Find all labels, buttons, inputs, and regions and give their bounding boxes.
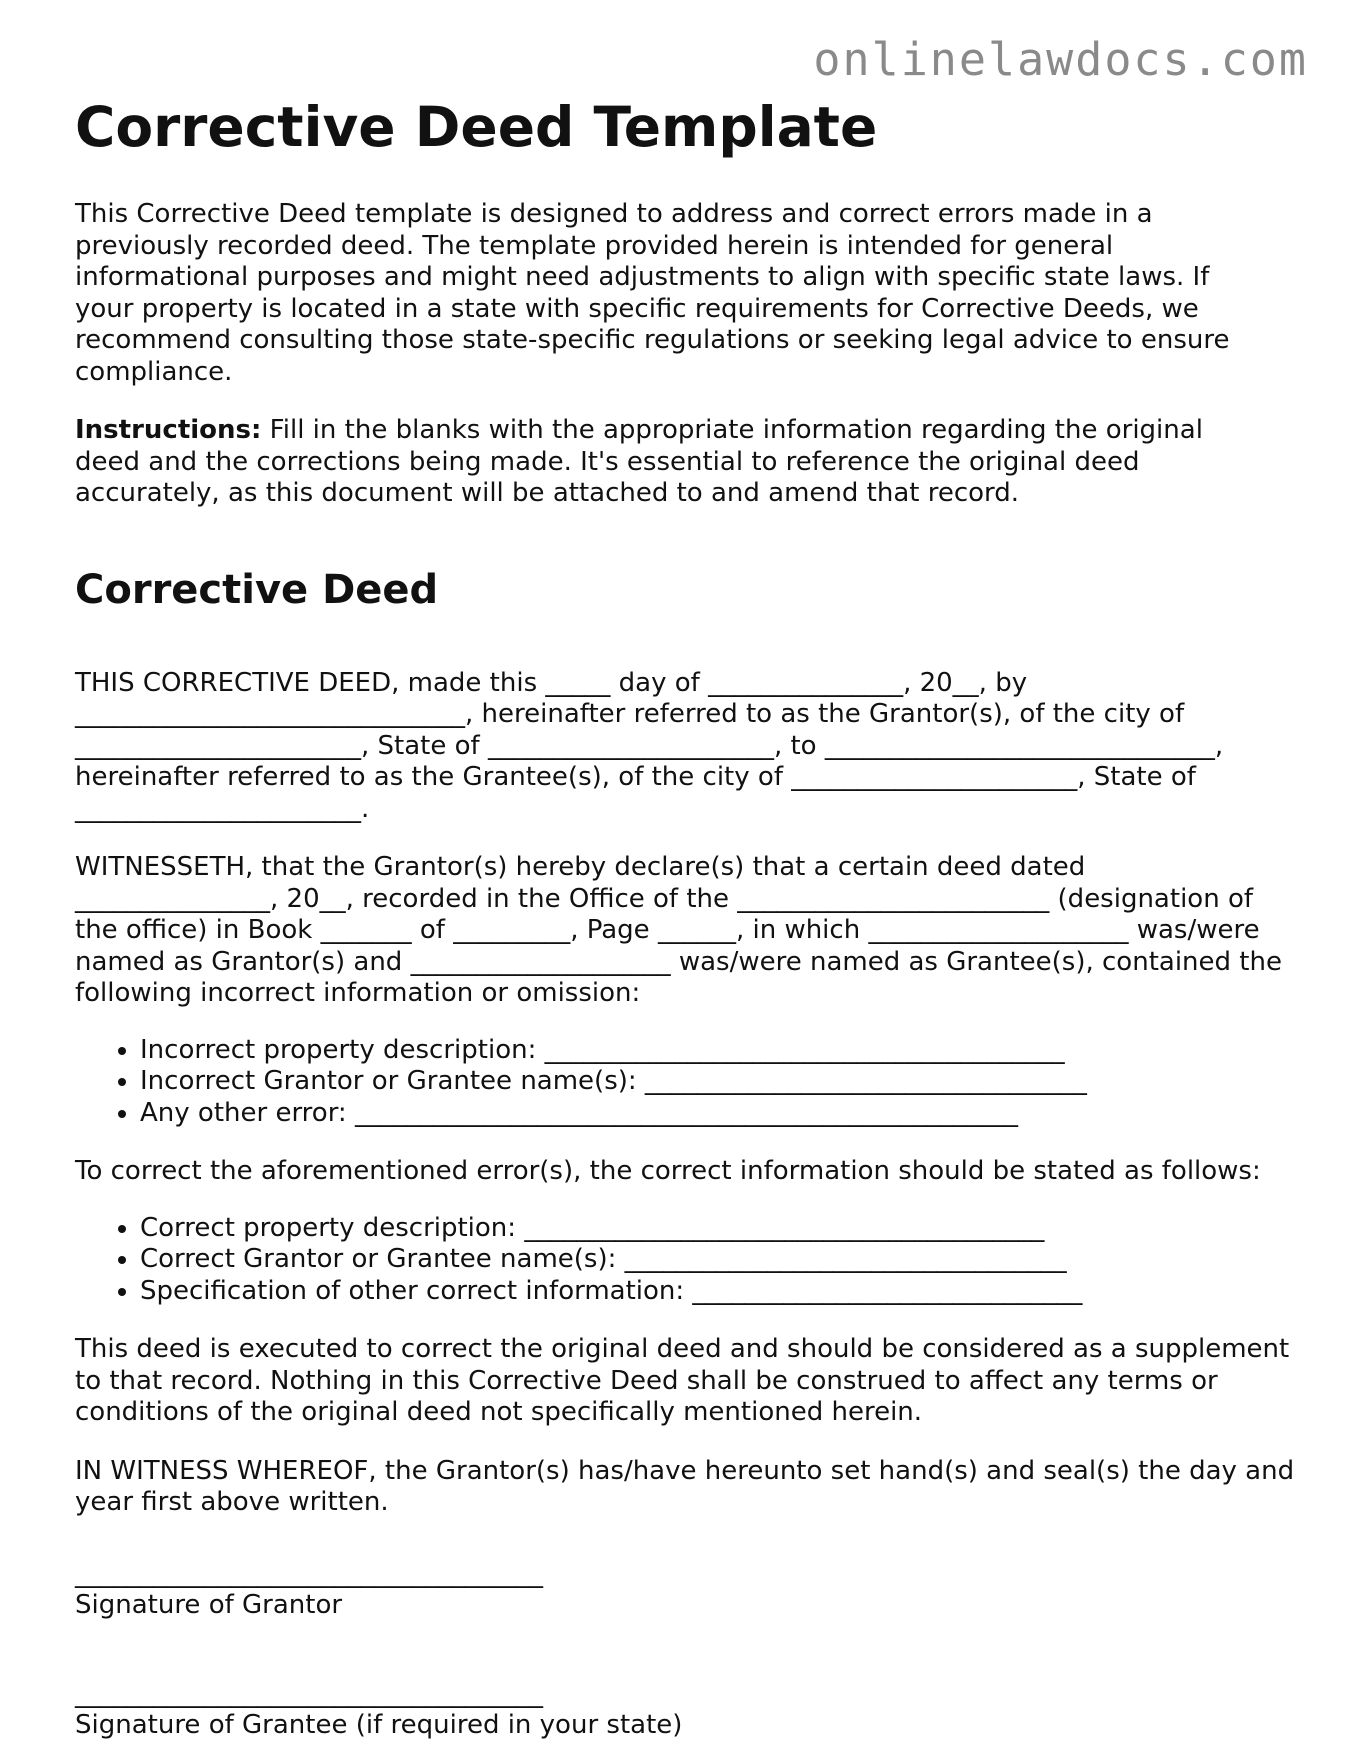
- section-heading: Corrective Deed: [75, 566, 439, 613]
- list-item: • Specification of other correct information: ______________________________: [140, 1276, 1295, 1308]
- witnesseth-paragraph: WITNESSETH, that the Grantor(s) hereby declare(s) that a certain deed dated _______________, 20__, recorded in the Office of the ________________________ (designation of the office) in Book _______ of _________, Page ______, in which ____________________ was/were named as Grantor(s) and ____________________ was/were named as Grantee(s), contained the following incorrect information or omission:: [75, 852, 1282, 1008]
- deed-opening-paragraph: THIS CORRECTIVE DEED, made this _____ day of _______________, 20__, by ______________________________, hereinafter referred to as the Grantor(s), of the city of ______________________, State of ______________________, to ______________________________, hereinafter referred to as the Grantee(s), of the city of ______________________, State of ______________________.: [75, 667, 1224, 824]
- page-title: Corrective Deed Template: [75, 95, 878, 159]
- list-item: • Any other error: ___________________________________________________: [140, 1098, 1295, 1130]
- grantor-signature-line: ____________________________________: [75, 1558, 543, 1589]
- grantee-signature-block: [75, 1679, 1295, 1742]
- grantor-signature-label: Signature of Grantor: [75, 1590, 343, 1620]
- document-page: [75, 95, 1295, 1742]
- incorrect-info-list: [75, 1035, 1295, 1130]
- watermark: onlinelawdocs.com: [813, 33, 1308, 86]
- intro-paragraph: This Corrective Deed template is designed to address and correct errors made in a previously recorded deed. The template provided herein is intended for general informational purposes and might need adjustments to align with specific state laws. If your property is located in a state with specific requirements for Corrective Deeds, we recommend consulting those state-specific regulations or seeking legal advice to ensure compliance.: [75, 199, 1230, 387]
- grantee-signature-line: ____________________________________: [75, 1678, 543, 1709]
- instructions-label: Instructions:: [75, 415, 262, 445]
- witness-whereof-paragraph: IN WITNESS WHEREOF, the Grantor(s) has/have hereunto set hand(s) and seal(s) the day and year first above written.: [75, 1455, 1295, 1517]
- list-item: • Correct Grantor or Grantee name(s): __________________________________: [140, 1244, 1295, 1276]
- correct-info-list: [75, 1213, 1295, 1308]
- supplement-paragraph: This deed is executed to correct the original deed and should be considered as a supplement to that record. Nothing in this Corrective Deed shall be construed to affect any terms or conditions of the original deed not specifically mentioned herein.: [75, 1334, 1290, 1427]
- instructions-text: Fill in the blanks with the appropriate information regarding the original deed and the corrections being made. It's essential to reference the original deed accurately, as this document will be attached to and amend that record.: [75, 415, 1203, 508]
- grantee-signature-label: Signature of Grantee (if required in your state): [75, 1710, 683, 1740]
- grantor-signature-block: [75, 1559, 1295, 1622]
- instructions-paragraph: [75, 415, 1265, 510]
- correction-intro-paragraph: To correct the aforementioned error(s), the correct information should be stated as follows:: [75, 1156, 1261, 1186]
- list-item: • Incorrect property description: ________________________________________: [140, 1035, 1295, 1067]
- list-item: • Correct property description: ________________________________________: [140, 1213, 1295, 1245]
- list-item: • Incorrect Grantor or Grantee name(s): __________________________________: [140, 1066, 1295, 1098]
